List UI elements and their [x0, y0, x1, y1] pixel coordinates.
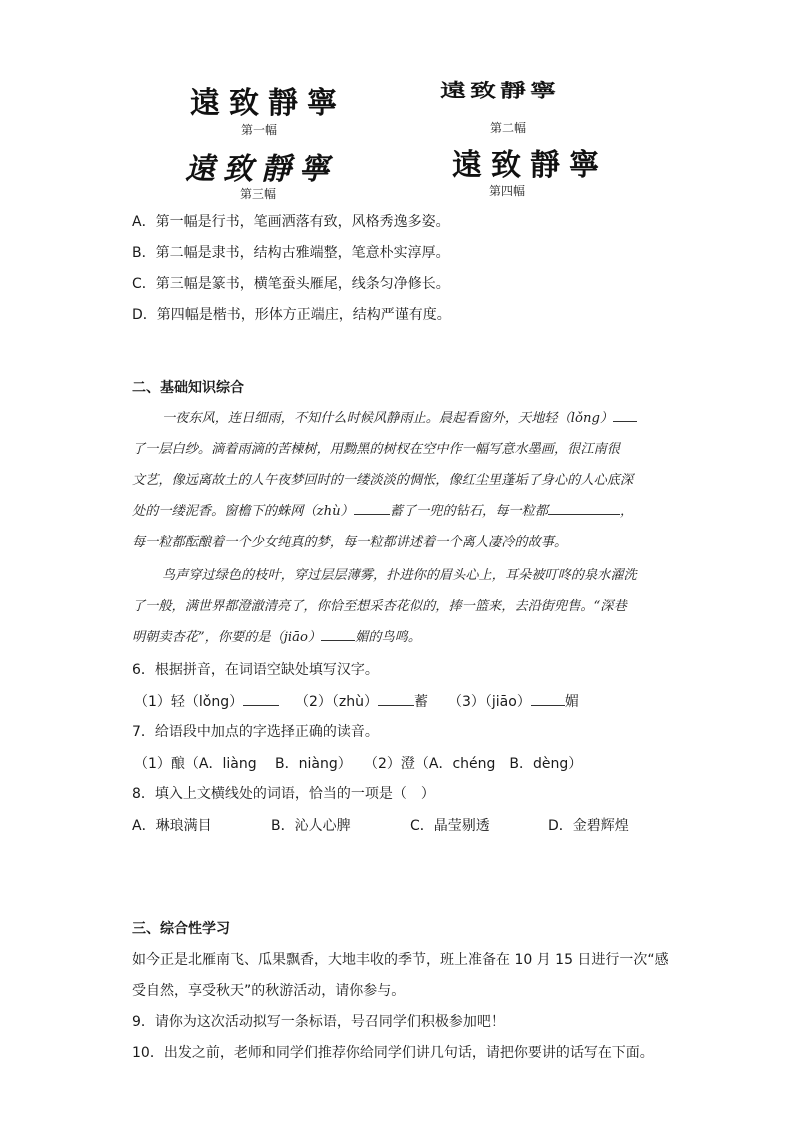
- q8-option-c: C．晶莹剔透: [410, 818, 490, 834]
- answer-blank[interactable]: [321, 626, 355, 641]
- option-b: B．第二幅是隶书，结构古雅端整，笔意朴实淳厚。: [132, 245, 450, 261]
- passage-line: 了一层白纱。滴着雨滴的苦楝树，用黝黑的树杈在空中作一幅写意水墨画，很江南很: [132, 442, 620, 457]
- question-8-stem: 8．填入上文横线处的词语，恰当的一项是（ ）: [132, 786, 435, 802]
- passage-line: 了一般，满世界都澄澈清亮了，你恰至想采杏花似的，捧一篮来，去沿街兜售。“深巷: [132, 599, 627, 614]
- answer-blank[interactable]: [548, 500, 620, 515]
- question-6-stem: 6．根据拼音，在词语空缺处填写汉字。: [132, 662, 379, 678]
- figure-2-caption: 第二幅: [490, 121, 527, 135]
- passage-line: 一夜东风，连日细雨，不知什么时候风静雨止。晨起看窗外，天地轻（lǒng）: [162, 403, 692, 434]
- section-2-title: 二、基础知识综合: [132, 380, 244, 396]
- section-3-intro-line-1: 如今正是北雁南飞、瓜果飘香，大地丰收的季节，班上准备在 10 月 15 日进行一次“感: [132, 952, 669, 968]
- q6-item-1: （1）轻（lǒng）: [134, 691, 279, 711]
- calligraphy-figure-3: 遠致靜寧: [185, 152, 337, 187]
- calligraphy-figure-1: 遠致靜寧: [190, 86, 346, 121]
- option-c: C．第三幅是篆书，横笔蚕头雁尾，线条匀净修长。: [132, 276, 450, 292]
- q8-option-d: D．金碧辉煌: [548, 818, 629, 834]
- answer-blank[interactable]: [613, 407, 637, 422]
- section-3-title: 三、综合性学习: [132, 921, 230, 937]
- option-a: A．第一幅是行书，笔画洒落有致，风格秀逸多姿。: [132, 214, 450, 230]
- calligraphy-figure-4: 遠致靜寧: [452, 148, 608, 183]
- question-9: 9．请你为这次活动拟写一条标语，号召同学们积极参加吧！: [132, 1014, 505, 1030]
- calligraphy-figure-2: 遠致靜寧: [440, 80, 561, 102]
- passage-line: 鸟声穿过绿色的枝叶，穿过层层薄雾，扑进你的眉头心上，耳朵被叮咚的泉水濯洗: [162, 568, 637, 583]
- passage-line: 明朝卖杏花”，你要的是（jiāo） 媚的鸟鸣。: [132, 622, 662, 653]
- passage-line: 每一粒都酝酿着一个少女纯真的梦，每一粒都讲述着一个离人凄冷的故事。: [132, 535, 568, 550]
- figure-4-caption: 第四幅: [489, 184, 526, 198]
- figure-1-caption: 第一幅: [241, 123, 278, 137]
- q8-option-b: B．沁人心脾: [271, 818, 351, 834]
- question-10: 10．出发之前，老师和同学们推荐你给同学们讲几句话，请把你要讲的话写在下面。: [132, 1045, 654, 1061]
- option-d: D．第四幅是楷书，形体方正端庄，结构严谨有度。: [132, 307, 451, 323]
- section-3-intro-line-2: 受自然，享受秋天”的秋游活动，请你参与。: [132, 983, 406, 999]
- answer-blank[interactable]: [354, 500, 390, 515]
- answer-blank[interactable]: [243, 691, 279, 706]
- passage-line: 文艺，像远离故土的人午夜梦回时的一缕淡淡的惆怅，像红尘里蓬垢了身心的人心底深: [132, 473, 634, 488]
- figure-3-caption: 第三幅: [240, 187, 277, 201]
- q6-item-3: （3）（jiāo） 媚: [448, 691, 579, 711]
- answer-blank[interactable]: [531, 691, 565, 706]
- q6-item-2: （2）（zhù） 蓄: [295, 691, 428, 711]
- q7-item-1: （1）酿（A．liàng B．niàng）: [134, 756, 352, 772]
- q8-option-a: A．琳琅满目: [132, 818, 212, 834]
- passage-line: 处的一缕泥香。窗檐下的蛛网（zhù） 蓄了一兜的钻石，每一粒都 ，: [132, 496, 662, 527]
- q7-item-2: （2）澄（A．chéng B．dèng）: [364, 756, 583, 772]
- question-7-stem: 7．给语段中加点的字选择正确的读音。: [132, 724, 379, 740]
- answer-blank[interactable]: [378, 691, 414, 706]
